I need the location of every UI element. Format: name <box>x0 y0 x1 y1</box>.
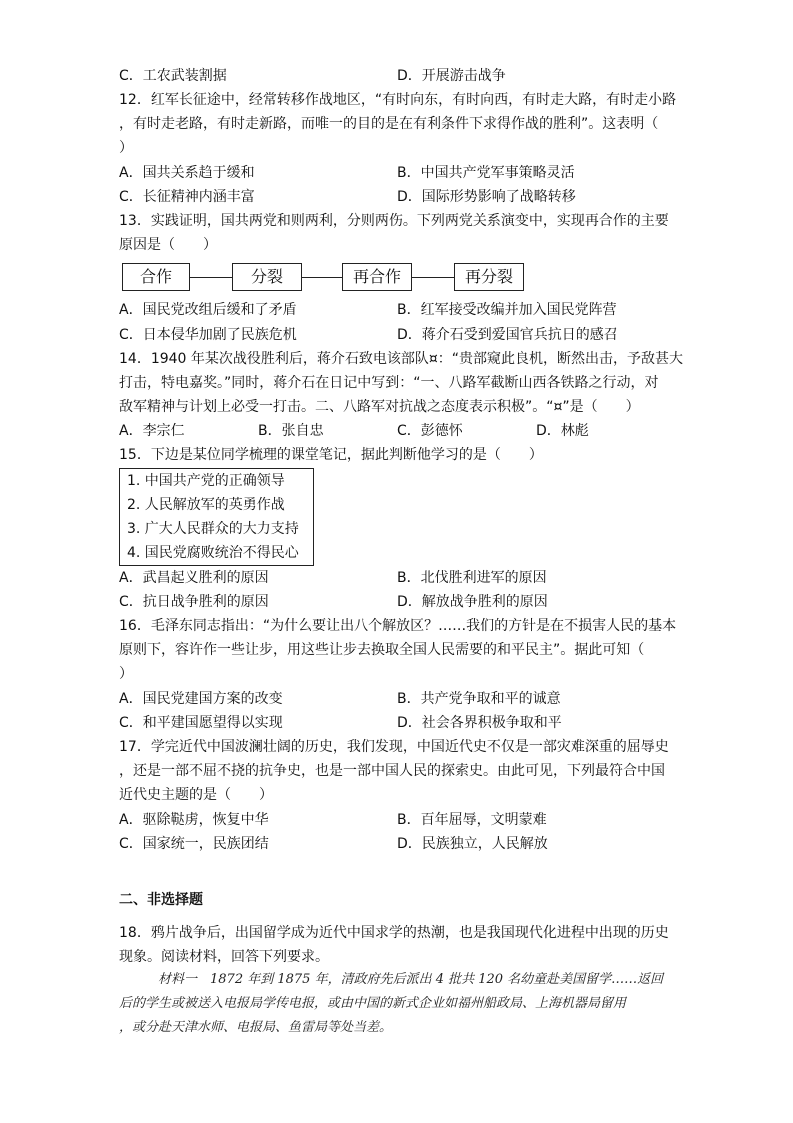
flow-box-split: 分裂 <box>232 263 302 291</box>
q12-option-b: B．中国共产党军事策略灵活 <box>397 165 575 181</box>
q11-option-c: C．工农武装割据 <box>119 68 227 84</box>
flow-box-cooperation: 合作 <box>122 263 190 291</box>
q18-material-1-line-3: ，或分赴天津水师、电报局、鱼雷局等处当差。 <box>119 1020 393 1035</box>
flow-connector <box>190 277 232 278</box>
q16-stem-line-3: ） <box>119 666 133 682</box>
q15-note-item: 4. 国民党腐败统治不得民心 <box>127 545 299 561</box>
q16-stem-line-1: 16．毛泽东同志指出：“为什么要让出八个解放区？……我们的方针是在不损害人民的基本 <box>119 618 677 634</box>
q16-option-b: B．共产党争取和平的诚意 <box>397 691 561 707</box>
q17-option-c: C．国家统一，民族团结 <box>119 836 269 852</box>
q14-option-b: B．张自忠 <box>258 423 324 439</box>
q14-option-c: C．彭德怀 <box>397 423 463 439</box>
q13-stem-line-2: 原因是（ ） <box>119 237 217 253</box>
q15-option-b: B．北伐胜利进军的原因 <box>397 570 547 586</box>
q12-stem-line-1: 12．红军长征途中，经常转移作战地区，“有时向东，有时向西，有时走大路，有时走小路 <box>119 92 677 108</box>
q16-option-d: D．社会各界积极争取和平 <box>397 715 562 731</box>
q18-stem-line-1: 18．鸦片战争后，出国留学成为近代中国求学的热潮，也是我国现代化进程中出现的历史 <box>119 925 669 941</box>
q18-material-1-line-1: 材料一 1872 年到 1875 年，清政府先后派出 4 批共 120 名幼童赴美国留学……返回 <box>158 972 664 987</box>
q18-material-1-line-2: 后的学生或被送入电报局学传电报，或由中国的新式企业如福州船政局、上海机器局留用 <box>119 996 627 1011</box>
q13-relation-flowchart <box>122 263 526 291</box>
q15-note-item: 2. 人民解放军的英勇作战 <box>127 497 285 513</box>
q14-option-a: A．李宗仁 <box>119 423 185 439</box>
q15-stem: 15．下边是某位同学梳理的课堂笔记，据此判断他学习的是（ ） <box>119 447 543 463</box>
q15-class-notes-box <box>119 468 314 566</box>
q14-option-d: D．林彪 <box>536 423 589 439</box>
flow-connector <box>412 277 454 278</box>
q17-option-b: B．百年屈辱，文明蒙难 <box>397 812 547 828</box>
q17-stem-line-2: ，还是一部不屈不挠的抗争史，也是一部中国人民的探索史。由此可见，下列最符合中国 <box>119 763 665 779</box>
section-heading: 二、非选择题 <box>119 892 203 908</box>
q16-option-c: C．和平建国愿望得以实现 <box>119 715 283 731</box>
q17-option-d: D．民族独立，人民解放 <box>397 836 548 852</box>
q13-option-a: A．国民党改组后缓和了矛盾 <box>119 302 297 318</box>
q15-option-d: D．解放战争胜利的原因 <box>397 594 548 610</box>
flow-connector <box>302 277 342 278</box>
q11-option-d: D．开展游击战争 <box>397 68 506 84</box>
q14-stem-line-1: 14．1940 年某次战役胜利后，蒋介石致电该部队¤：“贵部窥此良机，断然出击，予敌甚大 <box>119 351 684 367</box>
q13-option-b: B．红军接受改编并加入国民党阵营 <box>397 302 617 318</box>
q17-stem-line-1: 17．学完近代中国波澜壮阔的历史，我们发现，中国近代史不仅是一部灾难深重的屈辱史 <box>119 739 669 755</box>
q15-option-c: C．抗日战争胜利的原因 <box>119 594 269 610</box>
q12-stem-line-3: ） <box>119 140 133 156</box>
q16-stem-line-2: 原则下，容许作一些让步，用这些让步去换取全国人民需要的和平民主”。据此可知（ <box>119 642 645 658</box>
q14-stem-line-3: 敌军精神与计划上必受一打击。二、八路军对抗战之态度表示积极”。“¤”是（ ） <box>119 399 640 415</box>
q16-option-a: A．国民党建国方案的改变 <box>119 691 283 707</box>
q14-stem-line-2: 打击，特电嘉奖。”同时，蒋介石在日记中写到：“一、八路军截断山西各铁路之行动，对 <box>119 375 659 391</box>
q13-option-c: C．日本侵华加剧了民族危机 <box>119 327 297 343</box>
q17-option-a: A．驱除鞑虏，恢复中华 <box>119 812 269 828</box>
q15-note-item: 3. 广大人民群众的大力支持 <box>127 521 299 537</box>
q12-option-a: A．国共关系趋于缓和 <box>119 165 255 181</box>
q13-stem-line-1: 13．实践证明，国共两党和则两利，分则两伤。下列两党关系演变中，实现再合作的主要 <box>119 213 669 229</box>
q12-stem-line-2: ，有时走老路，有时走新路，而唯一的目的是在有利条件下求得作战的胜利”。这表明（ <box>119 116 659 132</box>
flow-box-resplit: 再分裂 <box>454 263 524 291</box>
q12-option-c: C．长征精神内涵丰富 <box>119 189 255 205</box>
q12-option-d: D．国际形势影响了战略转移 <box>397 189 576 205</box>
q13-option-d: D．蒋介石受到爱国官兵抗日的感召 <box>397 327 618 343</box>
flow-box-recooperation: 再合作 <box>342 263 412 291</box>
q15-option-a: A．武昌起义胜利的原因 <box>119 570 269 586</box>
q17-stem-line-3: 近代史主题的是（ ） <box>119 787 273 803</box>
q15-note-item: 1. 中国共产党的正确领导 <box>127 473 285 489</box>
q18-stem-line-2: 现象。阅读材料，回答下列要求。 <box>119 949 329 965</box>
